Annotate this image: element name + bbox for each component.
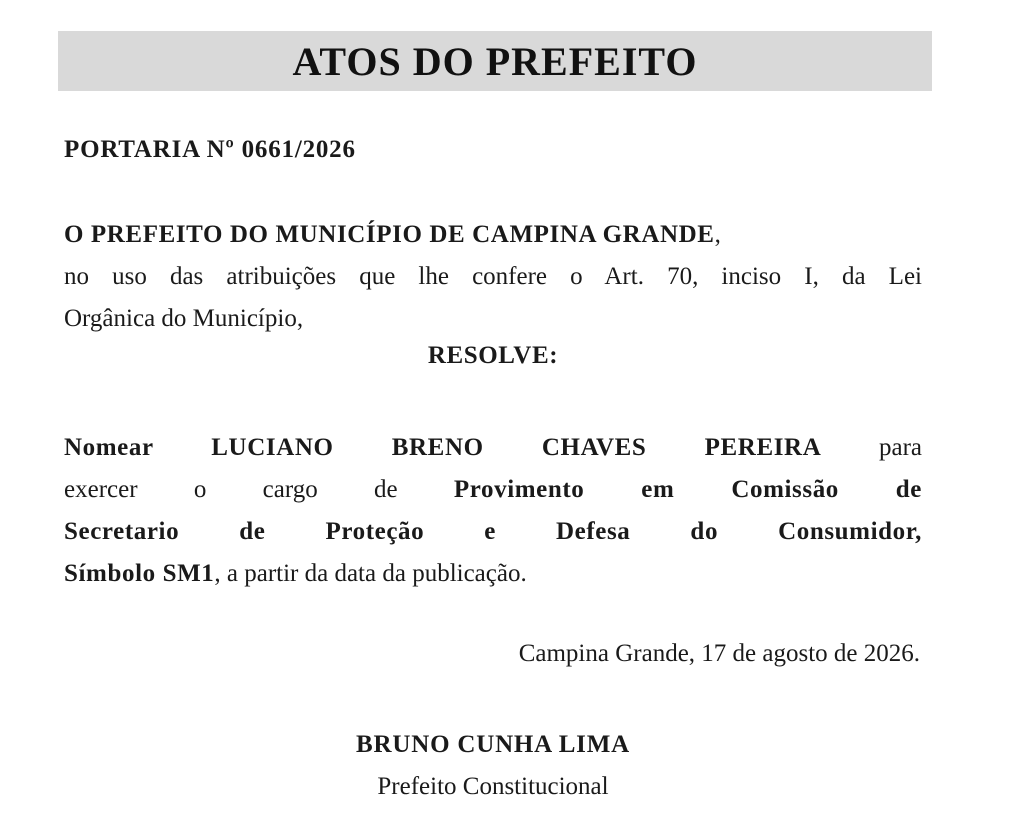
- cargo-part-2: Secretario de Proteção e Defesa do Consumidor,: [64, 518, 922, 545]
- decision-line-1: [64, 427, 922, 469]
- portaria-number: PORTARIA Nº 0661/2026: [64, 136, 356, 163]
- section-header-band: [58, 31, 932, 91]
- intro-line-2: Orgânica do Município,: [64, 305, 304, 332]
- intro-authority: O PREFEITO DO MUNICÍPIO DE CAMPINA GRANDE: [64, 221, 715, 248]
- section-title: ATOS DO PREFEITO: [292, 38, 698, 84]
- decision-line-4: [64, 553, 922, 595]
- signature-block: [0, 724, 986, 808]
- appointee-name: LUCIANO BRENO CHAVES PEREIRA: [211, 434, 822, 461]
- cargo-simbolo: Símbolo SM1: [64, 560, 215, 587]
- intro-authority-suffix: ,: [714, 221, 721, 248]
- signatory-role: Prefeito Constitucional: [377, 773, 609, 800]
- date-line: Campina Grande, 17 de agosto de 2026.: [518, 640, 920, 667]
- intro-line-1: no uso das atribuições que lhe confere o Art. 70, inciso I, da Lei: [64, 263, 922, 290]
- decision-line-2: [64, 469, 922, 511]
- decision-verb: Nomear: [64, 434, 154, 461]
- decision-paragraph: [64, 427, 922, 595]
- intro-authority-line: [64, 214, 922, 256]
- resolve-heading: RESOLVE:: [427, 342, 559, 369]
- decision-tail: , a partir da data da publicação.: [214, 560, 527, 587]
- cargo-part-1: Provimento em Comissão de: [453, 476, 922, 503]
- decision-exercer: exercer o cargo de: [64, 476, 398, 503]
- signatory-name: BRUNO CUNHA LIMA: [356, 731, 630, 758]
- decision-para: para: [878, 434, 922, 461]
- intro-paragraph: [64, 214, 922, 340]
